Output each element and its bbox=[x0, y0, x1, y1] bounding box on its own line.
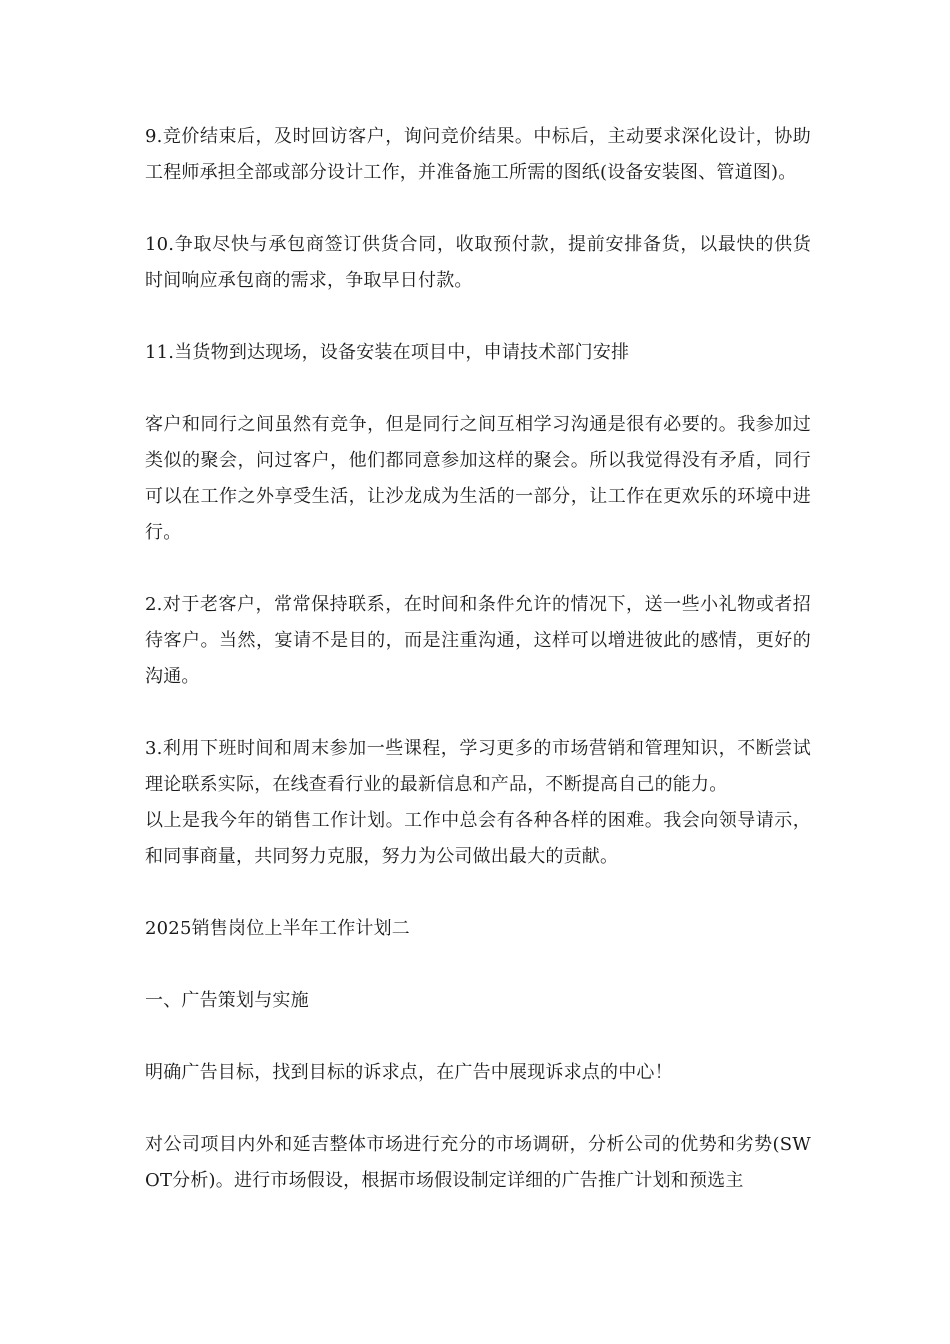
paragraph-market-research: 对公司项目内外和延吉整体市场进行充分的市场调研，分析公司的优势和劣势(SWOT分析)。进行市场假设，根据市场假设制定详细的广告推广计划和预选主 bbox=[145, 1134, 811, 1191]
paragraph-step-11: 11.当货物到达现场，设备安装在项目中，申请技术部门安排 bbox=[145, 342, 630, 363]
paragraph-step-9: 9.竞价结束后，及时回访客户，询问竞价结果。中标后，主动要求深化设计，协助工程师承担全部或部分设计工作，并准备施工所需的图纸(设备安装图、管道图)。 bbox=[145, 126, 811, 183]
paragraph-ad-goal: 明确广告目标，找到目标的诉求点，在广告中展现诉求点的中心！ bbox=[145, 1062, 673, 1083]
heading-advertising: 一、广告策划与实施 bbox=[145, 990, 309, 1011]
paragraph-peer-exchange: 客户和同行之间虽然有竞争，但是同行之间互相学习沟通是很有必要的。我参加过类似的聚会，问过客户，他们都同意参加这样的聚会。所以我觉得没有矛盾，同行可以在工作之外享受生活，让沙龙成为生活的一部分，让工作在更欢乐的环境中进行。 bbox=[145, 414, 811, 543]
document-body bbox=[145, 119, 811, 1235]
paragraph-summary: 以上是我今年的销售工作计划。工作中总会有各种各样的困难。我会向领导请示，和同事商量，共同努力克服，努力为公司做出最大的贡献。 bbox=[145, 810, 811, 867]
section-title-plan-two: 2025销售岗位上半年工作计划二 bbox=[145, 918, 411, 939]
paragraph-old-customers: 2.对于老客户，常常保持联系，在时间和条件允许的情况下，送一些小礼物或者招待客户。当然，宴请不是目的，而是注重沟通，这样可以增进彼此的感情，更好的沟通。 bbox=[145, 594, 811, 687]
paragraph-self-study: 3.利用下班时间和周末参加一些课程，学习更多的市场营销和管理知识，不断尝试理论联系实际，在线查看行业的最新信息和产品，不断提高自己的能力。 bbox=[145, 738, 811, 795]
paragraph-step-10: 10.争取尽快与承包商签订供货合同，收取预付款，提前安排备货，以最快的供货时间响应承包商的需求，争取早日付款。 bbox=[145, 234, 811, 291]
